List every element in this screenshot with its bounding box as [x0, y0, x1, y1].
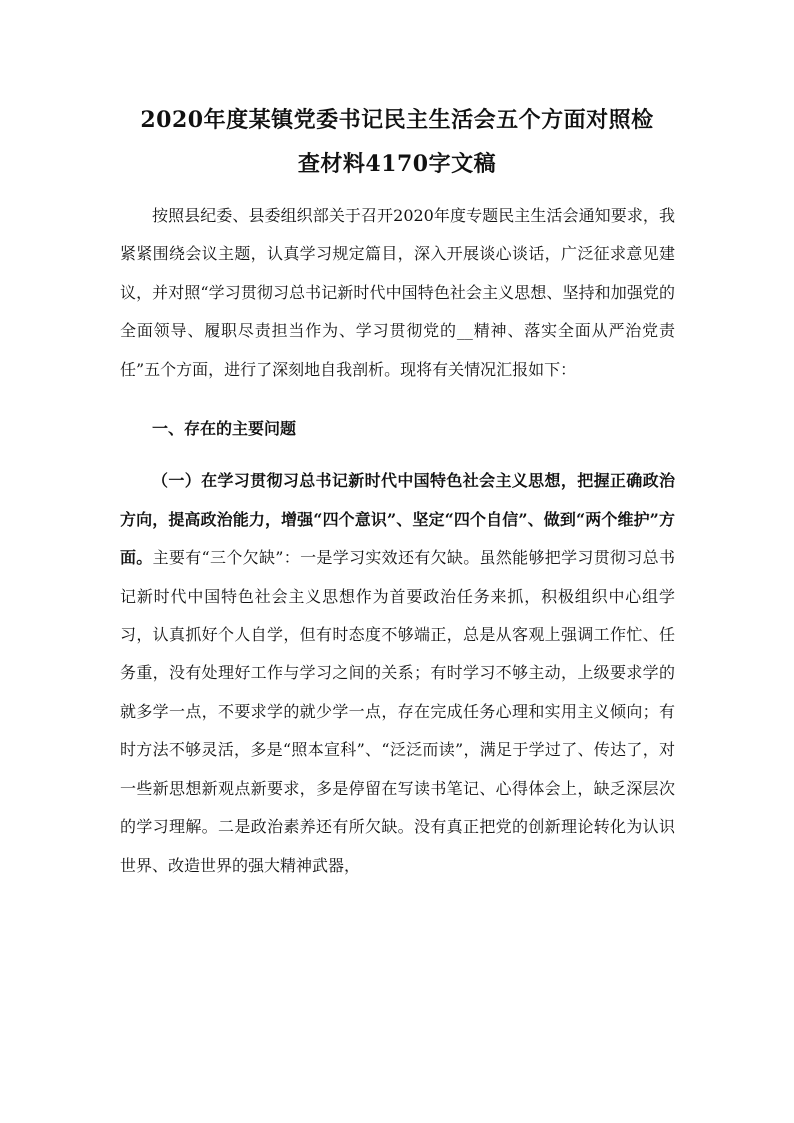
- document-body: [120, 197, 675, 885]
- title-line-1: 2020年度某镇党委书记民主生活会五个方面对照检: [140, 107, 654, 133]
- document-title: [110, 98, 684, 186]
- intro-paragraph: 按照县纪委、县委组织部关于召开2020年度专题民主生活会通知要求，我紧紧围绕会议主题，认真学习规定篇目，深入开展谈心谈话，广泛征求意见建议，并对照“学习贯彻习总书记新时代中国特色社会主义思想、坚持和加强党的全面领导、履职尽责担当作为、学习贯彻党的__精神、落实全面从严治党责任”五个方面，进行了深刻地自我剖析。现将有关情况汇报如下：: [120, 206, 675, 379]
- subsection-heading-1: （一）在学习贯彻习总书记新时代中国特色社会主义思想，把握正确政治方向，提高政治能力，增强“四个意识”、坚定“四个自信”、做到“两个维护”方面。: [120, 471, 675, 568]
- title-line-2: 查材料4170字文稿: [297, 151, 497, 177]
- section-heading-1: 一、存在的主要问题: [152, 419, 297, 439]
- subsection-paragraph-1: [120, 462, 675, 884]
- subsection-text-1: 主要有“三个欠缺”：一是学习实效还有欠缺。虽然能够把学习贯彻习总书记新时代中国特色社会主义思想作为首要政治任务来抓，积极组织中心组学习，认真抓好个人自学，但有时态度不够端正，总是从客观上强调工作忙、任务重，没有处理好工作与学习之间的关系；有时学习不够主动，上级要求学的就多学一点，不要求学的就少学一点，存在完成任务心理和实用主义倾向；有时方法不够灵活，多是“照本宣科”、“泛泛而读”，满足于学过了、传达了，对一些新思想新观点新要求，多是停留在写读书笔记、心得体会上，缺乏深层次的学习理解。二是政治素养还有所欠缺。没有真正把党的创新理论转化为认识世界、改造世界的强大精神武器，: [120, 548, 675, 875]
